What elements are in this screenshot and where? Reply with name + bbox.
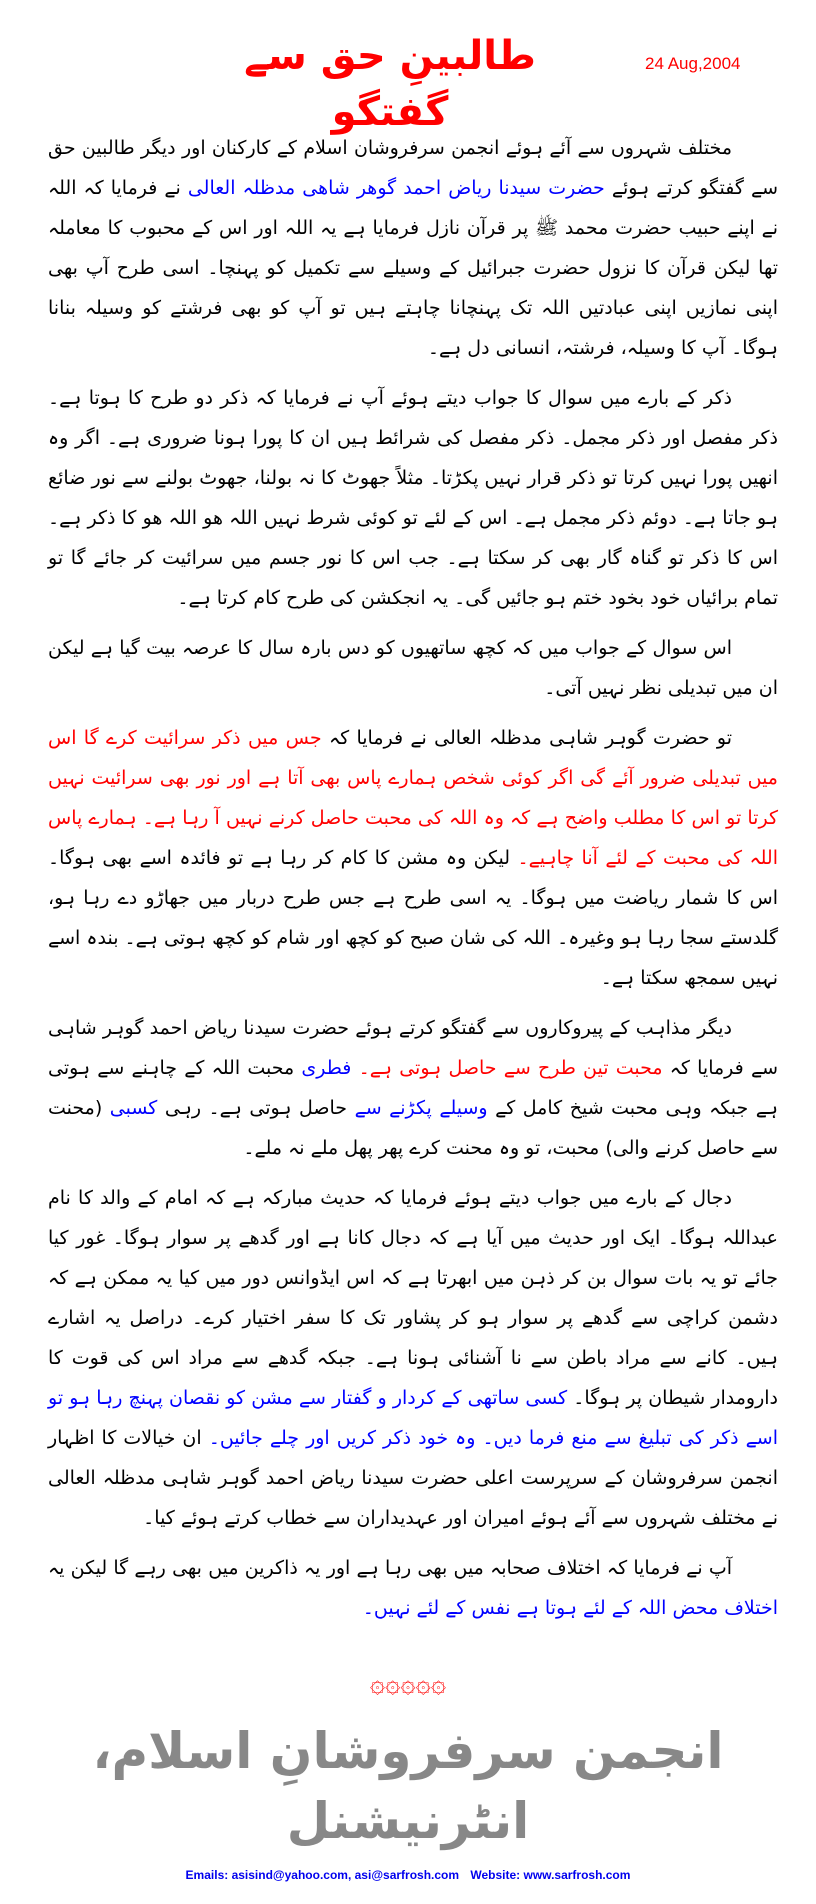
text-segment: حاصل ہوتی ہے۔ رہی — [157, 1097, 355, 1119]
header — [0, 0, 816, 135]
article-paragraph — [48, 378, 778, 618]
contact-line — [0, 1866, 816, 1884]
article-paragraph — [48, 1008, 778, 1168]
highlighted-text-segment: حضرت سیدنا ریاض احمد گوھر شاھی مدظلہ العالی — [187, 177, 605, 199]
highlighted-text-segment: وسیلے پکڑنے سے — [354, 1097, 488, 1119]
article-paragraph — [48, 718, 778, 998]
article-paragraph — [48, 1178, 778, 1538]
text-segment: لیکن وہ مشن کا کام کر رہا ہے تو فائدہ اسے بھی ہوگا۔ اس کا شمار ریاضت میں ہوگا۔ یہ اسی طرح ہے جس طرح دربار میں جھاڑو دے رہا ہو، گلدستے سجا رہا ہو وغیرہ۔ اللہ کی شان صبح کو کچھ اور شام کو کچھ ہوتی ہے۔ بندہ اسے نہیں سمجھ سکتا ہے۔ — [48, 847, 778, 989]
text-segment: مختلف شہروں سے آئے ہوئے انجمن سرفروشان اسلام کے کارکنان اور دیگر طالبین حق سے گفتگو کرتے ہوئے — [48, 137, 778, 199]
article-date: 24 Aug,2004 — [645, 54, 741, 73]
text-segment: آپ نے فرمایا کہ اختلاف صحابہ میں بھی رہا ہے اور یہ ذاکرین میں بھی رہے گا لیکن یہ — [48, 1557, 732, 1579]
article-paragraph — [48, 1548, 778, 1628]
text-segment: نے فرمایا کہ اللہ نے اپنے حبیب حضرت محمد ﷺ پر قرآن نازل فرمایا ہے یہ اللہ اور اس کے محبوب کا معاملہ تھا لیکن قرآن کا نزول حضرت جبرائیل کے وسیلے سے تکمیل کو پہنچا۔ اسی طرح آپ بھی اپنی نمازیں اپنی عبادتیں اللہ تک پہنچانا چاہتے ہیں تو آپ کو بھی فرشتے کو وسیلہ بنانا ہوگا۔ آپ کا وسیلہ، فرشتہ، انسانی دل ہے۔ — [48, 177, 778, 359]
star-ornament-icon: ۞ — [385, 1669, 401, 1699]
text-segment: دیگر مذاہب کے پیروکاروں سے گفتگو کرتے ہوئے حضرت سیدنا ریاض احمد گوہر شاہی سے فرمایا کہ — [48, 1017, 778, 1079]
text-segment: ان خیالات کا اظہار انجمن سرفروشان کے سرپرست اعلی حضرت سیدنا ریاض احمد گوہر شاہی مدظلہ العالی نے مختلف شہروں سے آئے ہوئے امیران اور عہدیداران سے خطاب کرتے ہوئے کیا۔ — [48, 1427, 778, 1529]
highlighted-text-segment: کسی ساتھی کے کردار و گفتار سے مشن کو نقصان پہنچ رہا ہو تو اسے ذکر کی تبلیغ سے منع فرما دیں۔ وہ خود ذکر کریں اور چلے جائیں۔ — [48, 1387, 778, 1449]
text-segment: ذکر کے بارے میں سوال کا جواب دیتے ہوئے آپ نے فرمایا کہ ذکر دو طرح کا ہوتا ہے۔ ذکر مفصل اور ذکر مجمل۔ ذکر مفصل کی شرائط ہیں ان کا پورا ہونا ضروری ہے۔ اگر وہ انھیں پورا نہیں کرتا تو ذکر قرار نہیں پکڑتا۔ مثلاً جھوٹ کا نہ بولنا، جھوٹ بولنے سے نور ضائع ہو جاتا ہے۔ دوئم ذکر مجمل ہے۔ اس کے لئے تو کوئی شرط نہیں اللہ ھو اللہ ھو کا ذکر ہے۔ اس کا ذکر تو گناہ گار بھی کر سکتا ہے۔ جب اس کا نور جسم میں سرائیت کر جائے گا تو تمام برائیاں خود بخود ختم ہو جائیں گی۔ یہ انجکشن کی طرح کام کرتا ہے۔ — [48, 387, 778, 609]
emails-link[interactable]: Emails: asisind@yahoo.com, asi@sarfrosh.com — [185, 1868, 460, 1882]
highlighted-text-segment: کسبی — [109, 1097, 158, 1119]
highlighted-text-segment: اختلاف محض اللہ کے لئے ہوتا ہے نفس کے لئے نہیں۔ — [362, 1597, 778, 1619]
text-segment: محبت اللہ کے چاہنے سے ہوتی ہے جبکہ وہی محبت شیخ کامل کے — [48, 1057, 779, 1119]
text-segment: دجال کے بارے میں جواب دیتے ہوئے فرمایا کہ حدیث مبارکہ ہے کہ امام کے والد کا نام عبداللہ ہوگا۔ ایک اور حدیث میں آیا ہے کہ دجال کانا ہے اور گدھے پر سوار ہوگا۔ غور کیا جائے تو یہ بات سوال بن کر ذہن میں ابھرتا ہے کہ اس ایڈوانس دور میں کیا یہ ممکن ہے کہ دشمن کراچی سے گدھے پر سوار ہو کر پشاور تک کا سفر اختیار کرے۔ دراصل یہ اشارے ہیں۔ کانے سے مراد باطن سے نا آشنائی ہونا ہے۔ جبکہ گدھے سے مراد اس کی قوت کا دارومدار شیطان پر ہوگا۔ — [48, 1187, 778, 1409]
star-ornament-icon: ۞ — [415, 1669, 431, 1699]
highlighted-text-segment: جس میں ذکر سرائیت کرے گا اس میں تبدیلی ضرور آئے گی اگر کوئی شخص ہمارے پاس بھی آتا ہے اور نور بھی سرائیت نہیں کرتا تو اس کا مطلب واضح ہے کہ وہ اللہ کی محبت حاصل کرنے نہیں آ رہا ہے۔ ہمارے پاس اللہ کی محبت کے لئے آنا چاہیے۔ — [48, 727, 778, 869]
organization-logo-text: انجمن سرفروشانِ اسلام، انٹرنیشنل — [92, 1722, 724, 1850]
article-paragraph — [48, 128, 778, 368]
ornament-divider — [0, 1666, 816, 1702]
highlighted-text-segment: محبت تین طرح سے حاصل ہوتی ہے۔ — [358, 1057, 663, 1079]
text-segment: تو حضرت گوہر شاہی مدظلہ العالی نے فرمایا کہ — [321, 727, 732, 749]
star-ornament-icon: ۞ — [369, 1669, 386, 1699]
star-ornament-icon: ۞ — [430, 1669, 447, 1699]
highlighted-text-segment: فطری — [301, 1057, 359, 1079]
text-segment: اس سوال کے جواب میں کہ کچھ ساتھیوں کو دس بارہ سال کا عرصہ بیت گیا ہے لیکن ان میں تبدیلی نظر نہیں آتی۔ — [48, 637, 778, 699]
star-ornament-icon: ۞ — [400, 1669, 416, 1699]
article-body — [48, 128, 778, 1638]
website-link[interactable]: Website: www.sarfrosh.com — [470, 1868, 631, 1882]
text-segment: (محنت سے حاصل کرنے والی) محبت، تو وہ محنت کرے پھر پھل ملے نہ ملے۔ — [48, 1097, 778, 1159]
page-title: طالبینِ حق سے گفتگو — [244, 33, 536, 135]
article-paragraph — [48, 628, 778, 708]
